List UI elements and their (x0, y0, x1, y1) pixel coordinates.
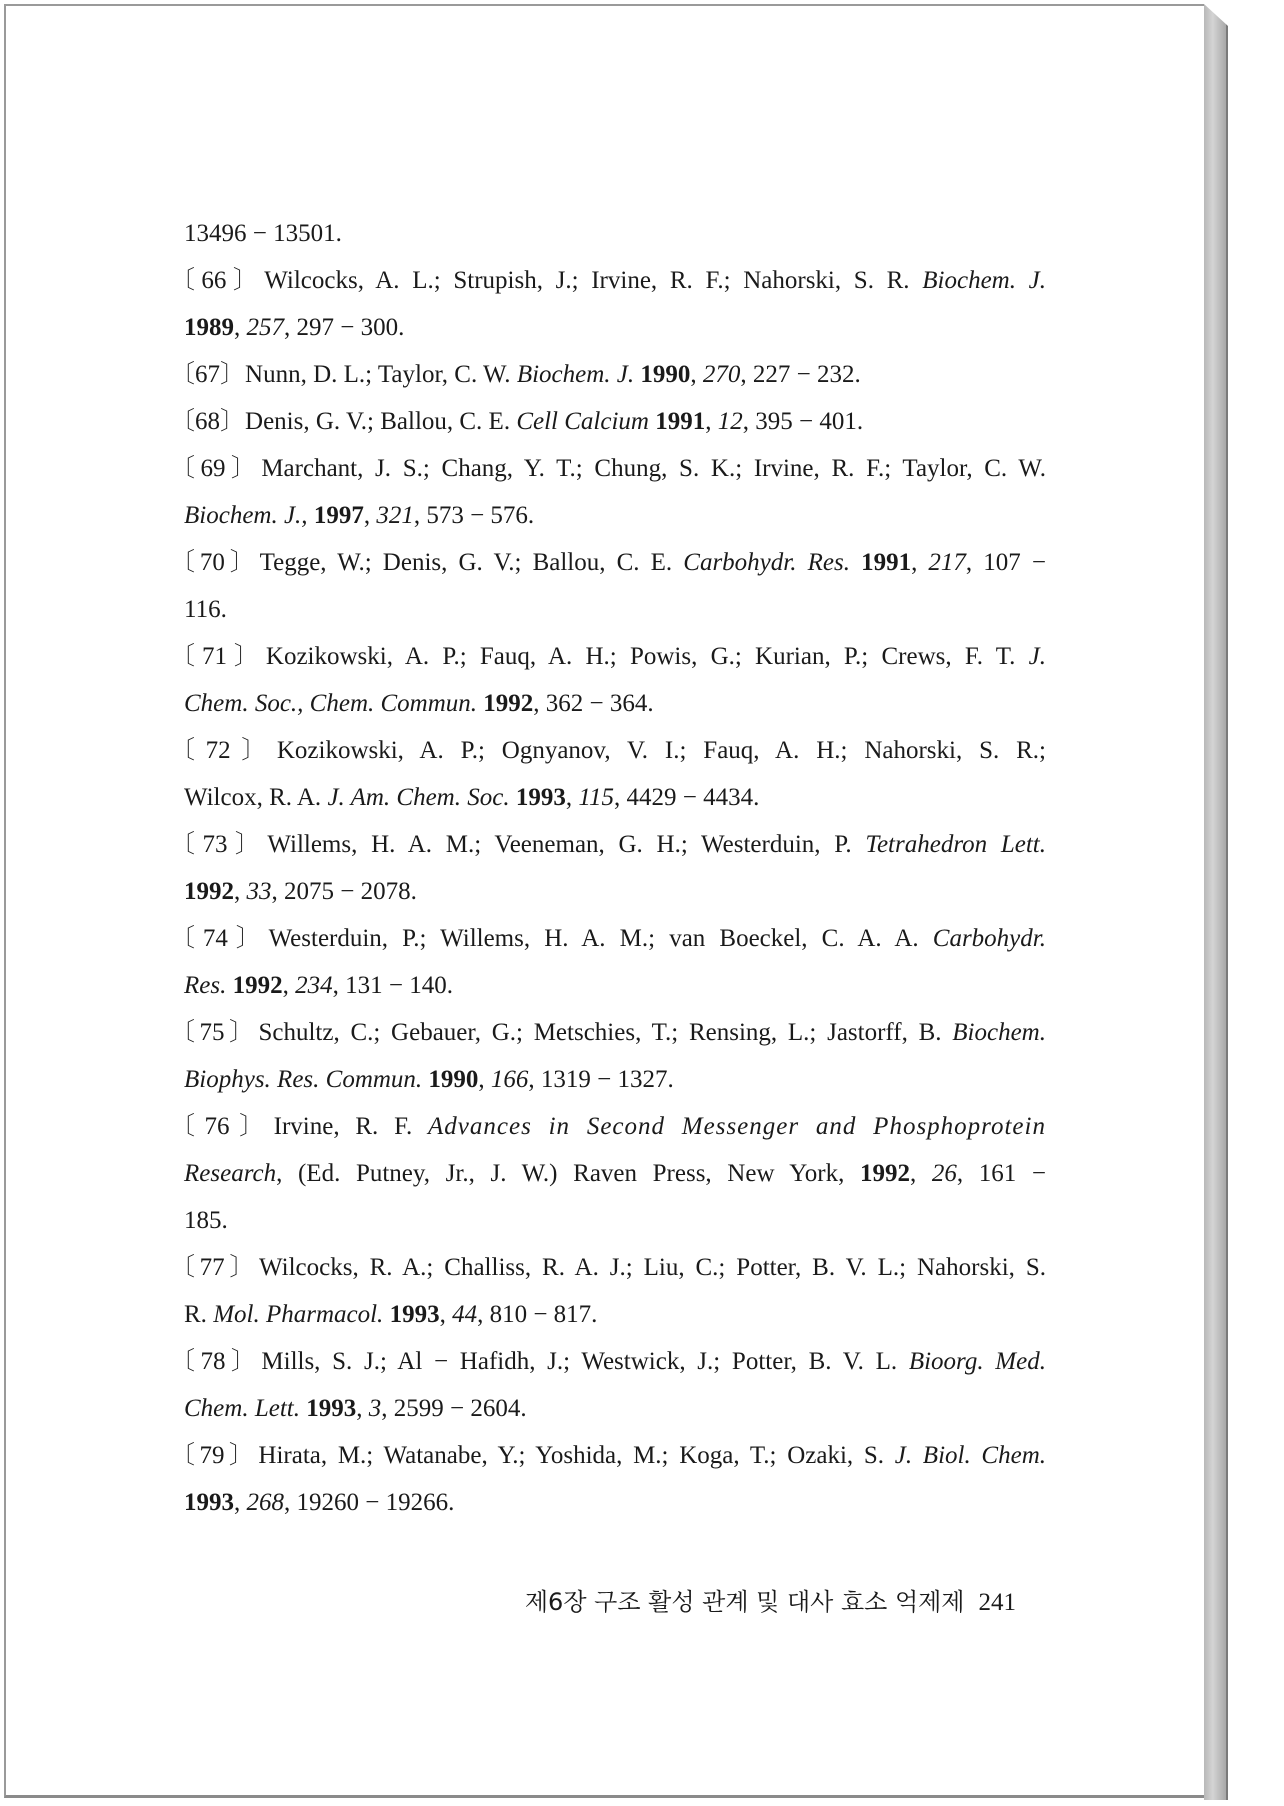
page-edge (1204, 4, 1228, 1800)
reference-71-cont: Chem. Soc., Chem. Commun. 1992, 362 − 364. (184, 690, 654, 717)
reference-75: 〔75〕Schultz, C.; Gebauer, G.; Metschies, T.; Rensing, L.; Jastorff, B. Biochem. (170, 1019, 1046, 1046)
reference-66: 〔66〕Wilcocks, A. L.; Strupish, J.; Irvine, R. F.; Nahorski, S. R. Biochem. J. (170, 267, 1046, 294)
reference-79: 〔79〕Hirata, M.; Watanabe, Y.; Yoshida, M.; Koga, T.; Ozaki, S. J. Biol. Chem. (170, 1442, 1046, 1469)
running-footer (500, 1582, 1016, 1617)
reference-78: 〔78〕Mills, S. J.; Al − Hafidh, J.; Westwick, J.; Potter, B. V. L. Bioorg. Med. (170, 1348, 1046, 1375)
reference-71: 〔71〕Kozikowski, A. P.; Fauq, A. H.; Powis, G.; Kurian, P.; Crews, F. T. J. (170, 643, 1046, 670)
reference-77: 〔77〕Wilcocks, R. A.; Challiss, R. A. J.; Liu, C.; Potter, B. V. L.; Nahorski, S. (170, 1254, 1046, 1281)
reference-76: 〔76〕Irvine, R. F. Advances in Second Messenger and Phosphoprotein (170, 1113, 1046, 1140)
reference-list (170, 210, 1046, 1526)
reference-73-cont: 1992, 33, 2075 − 2078. (184, 878, 417, 905)
reference-76-cont: Research, (Ed. Putney, Jr., J. W.) Raven Press, New York, 1992, 26, 161 − (184, 1160, 1046, 1187)
reference-73: 〔73〕Willems, H. A. M.; Veeneman, G. H.; Westerduin, P. Tetrahedron Lett. (170, 831, 1046, 858)
reference-72-cont: Wilcox, R. A. J. Am. Chem. Soc. 1993, 115, 4429 − 4434. (184, 784, 760, 811)
reference-67: 〔67〕Nunn, D. L.; Taylor, C. W. Biochem. J. 1990, 270, 227 − 232. (170, 361, 861, 388)
reference-75-cont: Biophys. Res. Commun. 1990, 166, 1319 − 1327. (184, 1066, 674, 1093)
chapter-title: 제6장 구조 활성 관계 및 대사 효소 억제제 (524, 1588, 965, 1616)
reference-76-cont2: 185. (184, 1207, 228, 1234)
reference-70-cont: 116. (184, 596, 227, 623)
reference-79-cont: 1993, 268, 19260 − 19266. (184, 1489, 455, 1516)
reference-69-cont: Biochem. J., 1997, 321, 573 − 576. (184, 502, 535, 529)
reference-69: 〔69〕Marchant, J. S.; Chang, Y. T.; Chung, S. K.; Irvine, R. F.; Taylor, C. W. (170, 455, 1046, 482)
reference-continuation: 13496 − 13501. (184, 220, 342, 247)
page-number: 241 (978, 1589, 1016, 1616)
reference-72: 〔72〕Kozikowski, A. P.; Ognyanov, V. I.; Fauq, A. H.; Nahorski, S. R.; (170, 737, 1046, 764)
reference-78-cont: Chem. Lett. 1993, 3, 2599 − 2604. (184, 1395, 527, 1422)
reference-70: 〔70〕Tegge, W.; Denis, G. V.; Ballou, C. E. Carbohydr. Res. 1991, 217, 107 − (170, 549, 1046, 576)
reference-74-cont: Res. 1992, 234, 131 − 140. (184, 972, 453, 999)
reference-66-cont: 1989, 257, 297 − 300. (184, 314, 405, 341)
reference-68: 〔68〕Denis, G. V.; Ballou, C. E. Cell Calcium 1991, 12, 395 − 401. (170, 408, 864, 435)
reference-74: 〔74〕Westerduin, P.; Willems, H. A. M.; van Boeckel, C. A. A. Carbohydr. (170, 925, 1046, 952)
reference-77-cont: R. Mol. Pharmacol. 1993, 44, 810 − 817. (184, 1301, 598, 1328)
